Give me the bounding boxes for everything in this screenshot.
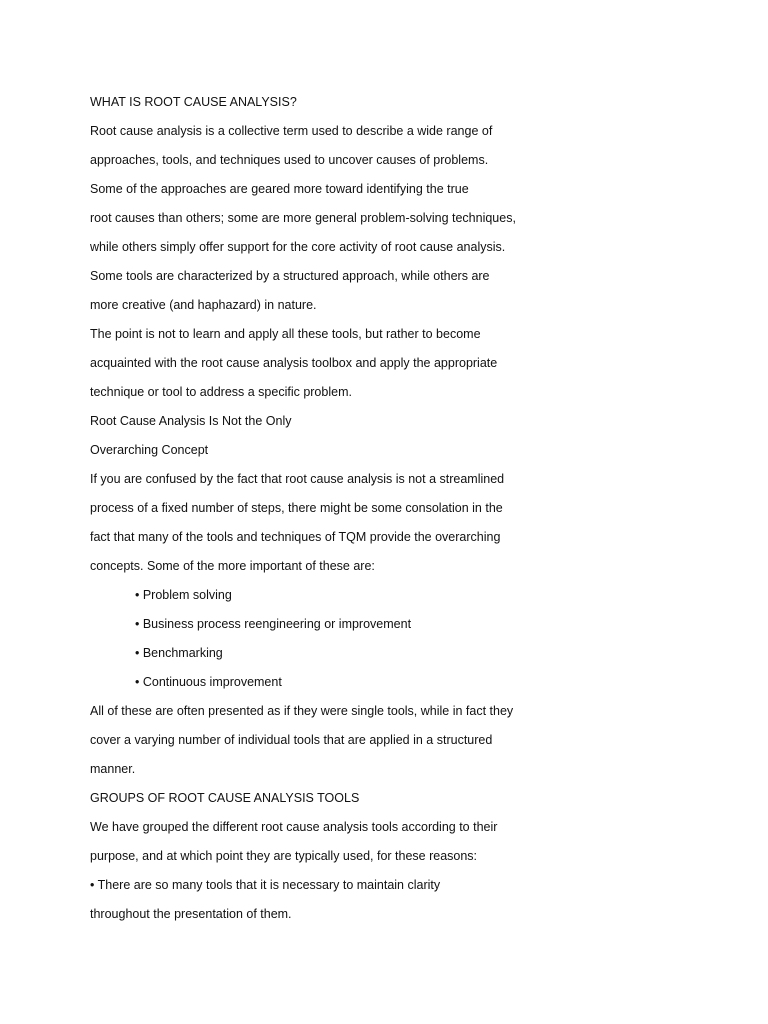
paragraph-line: purpose, and at which point they are typically used, for these reasons: [90,849,478,863]
paragraph-line: approaches, tools, and techniques used to uncover causes of problems. [90,153,489,167]
paragraph-line: Some tools are characterized by a structured approach, while others are [90,269,490,283]
paragraph-line: while others simply offer support for the core activity of root cause analysis. [90,240,506,254]
paragraph-line: The point is not to learn and apply all these tools, but rather to become [90,327,481,341]
bullet-item: • Business process reengineering or improvement [135,617,412,631]
paragraph-line: fact that many of the tools and techniques of TQM provide the overarching [90,530,501,544]
paragraph-line: process of a fixed number of steps, there might be some consolation in the [90,501,503,515]
paragraph-line: root causes than others; some are more general problem-solving techniques, [90,211,516,225]
bullet-item: • Problem solving [135,588,232,602]
paragraph-line: acquainted with the root cause analysis toolbox and apply the appropriate [90,356,498,370]
paragraph-line: technique or tool to address a specific problem. [90,385,352,399]
bullet-item: • Benchmarking [135,646,223,660]
paragraph-line: more creative (and haphazard) in nature. [90,298,317,312]
paragraph-line: concepts. Some of the more important of these are: [90,559,375,573]
subheading-line: Overarching Concept [90,443,209,457]
paragraph-line: All of these are often presented as if they were single tools, while in fact they [90,704,514,718]
paragraph-line: If you are confused by the fact that root cause analysis is not a streamlined [90,472,505,486]
section-heading-groups: GROUPS OF ROOT CAUSE ANALYSIS TOOLS [90,791,360,805]
paragraph-line: throughout the presentation of them. [90,907,292,921]
paragraph-line: manner. [90,762,136,776]
document-page [90,88,730,929]
bullet-item: • Continuous improvement [135,675,282,689]
section-heading-what-is-rca: WHAT IS ROOT CAUSE ANALYSIS? [90,95,297,109]
paragraph-line: Root cause analysis is a collective term used to describe a wide range of [90,124,493,138]
subheading-line: Root Cause Analysis Is Not the Only [90,414,292,428]
paragraph-line: We have grouped the different root cause analysis tools according to their [90,820,498,834]
paragraph-line: Some of the approaches are geared more toward identifying the true [90,182,469,196]
paragraph-line: cover a varying number of individual tools that are applied in a structured [90,733,493,747]
bullet-item: • There are so many tools that it is necessary to maintain clarity [90,878,441,892]
